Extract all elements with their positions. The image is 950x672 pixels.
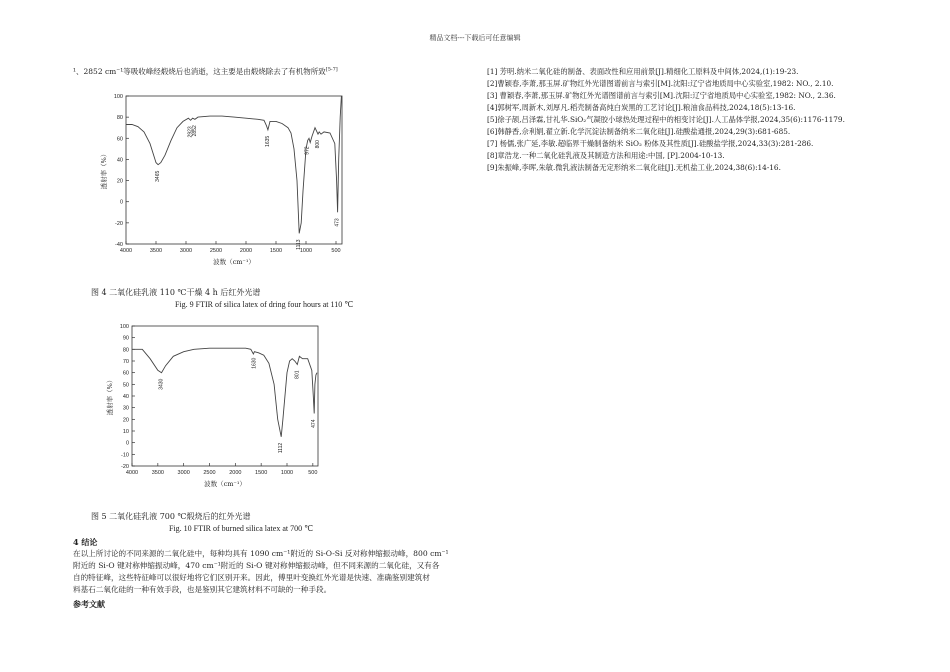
peak-label: 800: [315, 140, 321, 149]
reference-item: [8]章浩龙.一种二氧化硅乳液及其制造方法和用途:中国, [P].2004-10-13.: [487, 151, 725, 160]
x-tick-label: 2000: [229, 470, 242, 476]
citation: [5-7]: [325, 66, 338, 73]
plot-frame: [126, 96, 342, 244]
y-tick-label: -20: [121, 464, 129, 470]
x-tick-label: 3500: [151, 470, 164, 476]
conclusion-text: [73, 548, 463, 596]
y-axis-label: 透射率（%）: [106, 376, 114, 416]
x-tick-label: 4000: [125, 470, 139, 476]
figure-5-caption-cn: 图 5 二氧化硅乳液 700 ℃煅烧后的红外光谱: [91, 512, 251, 521]
reference-item: [1] 芳明.纳米二氧化硅的制备、表面改性和应用前景[J].精细化工原料及中间体,2024,(1):19-23.: [487, 67, 799, 76]
conclusion-line: 自的特征峰，这些特征峰可以很好地将它们区别开来。因此，傅里叶变换红外光谱是快速、准确鉴别建筑材: [73, 573, 430, 582]
peak-label: 972: [304, 146, 311, 155]
reference-item: [7] 杨儒,张广延,李敏.超临界干燥制备纳米 SiO₂ 粉体及其性质[J].硅酸盐学报,2024,33(3):281-286.: [487, 139, 814, 148]
y-tick-label: 90: [122, 335, 129, 342]
peak-label: 801: [294, 370, 301, 379]
figure-9-caption-en: Fig. 9 FTIR of silica latex of dring four hours at 110 ℃: [175, 300, 354, 309]
spectrum-line: [126, 96, 341, 233]
y-tick-label: -40: [115, 242, 123, 248]
x-tick-label: 2000: [239, 248, 253, 254]
y-tick-label: 100: [113, 94, 123, 100]
conclusion-line: 附近的 Si-O 键对称伸缩振动峰，470 cm⁻¹附近的 Si-O 键对称伸缩振动峰，但不同来源的二氧化硅，又有各: [73, 561, 440, 570]
reference-item: [4]郭树军,周新木,刘厚凡.稻壳制备高纯白炭黑的工艺讨论[J].粮油食品科技,2024,18(5):13-16.: [487, 103, 796, 112]
figure-4-caption-cn: 图 4 二氧化硅乳液 110 ℃干燥 4 h 后红外光谱: [91, 288, 261, 297]
peak-label: 1112: [278, 442, 285, 454]
top-paragraph-text: ¹、2852 cm⁻¹等吸收峰经煅烧后也消逝，这主要是由煅烧除去了有机物所致: [73, 67, 326, 76]
x-tick-label: 3000: [177, 470, 190, 476]
y-tick-label: 30: [122, 405, 129, 412]
references-list: [487, 66, 887, 174]
y-tick-label: 80: [122, 347, 129, 354]
ftir-chart-700c: [92, 318, 334, 494]
x-tick-label: 1000: [280, 470, 294, 476]
y-tick-label: -10: [121, 452, 129, 459]
y-tick-label: 70: [122, 359, 129, 365]
y-tick-label: 60: [116, 136, 123, 143]
spectrum-line: [132, 348, 317, 437]
x-tick-label: 2500: [203, 470, 216, 476]
reference-item: [2]曹颖春,李萧,那玉屏.矿物红外光谱图谱前言与索引[M].沈阳:辽宁省地质局中心实验室,1982: NO., 2.10.: [487, 79, 834, 88]
x-axis-label: 波数（cm⁻¹）: [204, 480, 246, 488]
y-axis-label: 透射率（%）: [100, 150, 108, 190]
section-heading: 4 结论: [73, 537, 98, 547]
plot-frame: [132, 326, 318, 466]
x-tick-label: 1500: [255, 470, 268, 476]
ftir-chart-110c-svg: [90, 88, 360, 270]
x-tick-label: 1000: [299, 248, 313, 254]
peak-label: 2852: [191, 125, 198, 137]
reference-item: [9]朱振峰,李晖,朱敏.微乳液法制备无定形纳米二氧化硅[J].无机盐工业,2024,38(6):14-16.: [487, 163, 781, 172]
ftir-chart-700c-svg: [92, 318, 334, 494]
peak-label: 3430: [158, 378, 165, 390]
reference-item: [6]韩静香,佘利娟,翟立新.化学沉淀法制备纳米二氧化硅[J].硅酸盐通报,2024,29(3):681-685.: [487, 127, 791, 136]
y-tick-label: 20: [116, 178, 123, 185]
x-axis-label: 波数（cm⁻¹）: [213, 258, 255, 266]
y-tick-label: 80: [116, 115, 123, 122]
page-header: 精品文档---下载后可任意编辑: [429, 34, 521, 42]
x-tick-label: 3000: [179, 248, 193, 254]
peak-label: 473: [334, 218, 341, 227]
peak-label: 1630: [251, 357, 258, 369]
y-tick-label: 100: [119, 324, 129, 330]
x-tick-label: 2500: [209, 248, 223, 254]
conclusion-line: 在以上所讨论的不同来源的二氧化硅中，每种均具有 1090 cm⁻¹附近的 Si-O-Si 反对称伸缩振动峰，800 cm⁻¹: [73, 549, 449, 558]
ftir-chart-110c: [90, 88, 360, 270]
x-tick-label: 500: [331, 248, 341, 254]
x-tick-label: 3500: [149, 248, 163, 254]
y-tick-label: 60: [122, 370, 129, 377]
y-tick-label: 0: [119, 199, 123, 206]
y-tick-label: 20: [122, 417, 129, 424]
y-tick-label: 10: [122, 429, 129, 435]
figure-10-caption-en: Fig. 10 FTIR of burned silica latex at 700 ℃: [169, 524, 314, 533]
references-heading: 参考文献: [73, 599, 105, 609]
y-tick-label: 40: [116, 157, 123, 164]
y-tick-label: 0: [125, 440, 129, 447]
reference-item: [5]徐子颉,吕泽霖,甘礼华.SiO₂气凝胶小球热处理过程中的相变讨论[J].人工晶体学报,2024,35(6):1176-1179.: [487, 115, 845, 124]
peak-label: 1113: [296, 239, 303, 250]
x-tick-label: 4000: [119, 248, 133, 254]
reference-item: [3] 曹颖春,李萧,那玉屏.矿物红外光谱图谱前言与索引[M].沈阳:辽宁省地质局中心实验室,1982: NO., 2.36.: [487, 91, 836, 100]
peak-label: 1635: [264, 135, 271, 147]
peak-label: 2923: [187, 126, 194, 138]
x-tick-label: 1500: [269, 248, 283, 254]
peak-label: 474: [311, 419, 318, 428]
peak-label: 3465: [155, 170, 162, 182]
top-paragraph: [73, 66, 338, 77]
y-tick-label: 50: [122, 382, 129, 389]
conclusion-line: 料基石二氧化硅的一种有效手段，也是鉴别其它建筑材料不可缺的一种手段。: [73, 585, 332, 594]
y-tick-label: 40: [122, 394, 129, 400]
x-tick-label: 500: [308, 470, 318, 476]
y-tick-label: -20: [115, 220, 123, 227]
